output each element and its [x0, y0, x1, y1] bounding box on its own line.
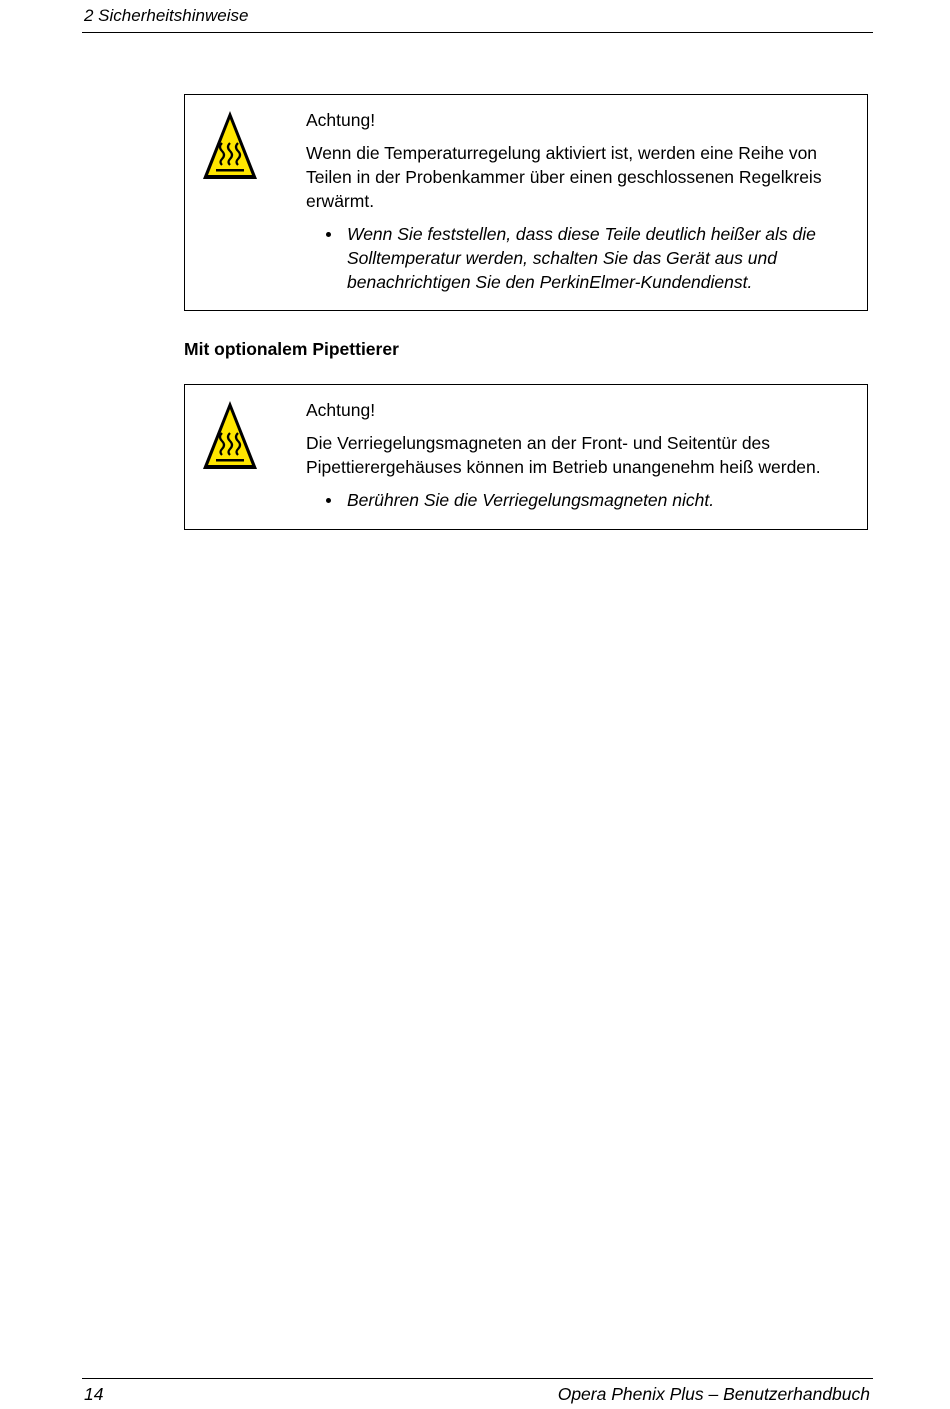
page-header: [82, 6, 873, 33]
warning-text: Wenn die Temperaturregelung aktiviert ist, werden eine Reihe von Teilen in der Probenkammer über einen geschlossenen Regelkreis erwärmt.: [306, 143, 822, 211]
warning-bullet: [306, 488, 847, 512]
hot-surface-warning-icon: [201, 399, 259, 471]
warning-bullet-text: Wenn Sie feststellen, dass diese Teile deutlich heißer als die Solltemperatur werden, schalten Sie das Gerät aus und benachrichtigen Sie den PerkinElmer-Kundendienst.: [347, 224, 816, 292]
chapter-title: 2 Sicherheitshinweise: [84, 6, 249, 25]
warning-content: [306, 108, 847, 294]
warning-box-pipettor: [184, 384, 868, 530]
warning-box-temperature: [184, 94, 868, 311]
bullet-dot-icon: [326, 232, 331, 237]
page-number: 14: [84, 1384, 104, 1404]
warning-bullet: [306, 222, 847, 294]
warning-bullet-text: Berühren Sie die Verriegelungsmagneten nicht.: [347, 490, 715, 510]
warning-content: [306, 398, 847, 512]
warning-text: Die Verriegelungsmagneten an der Front- und Seitentür des Pipettierergehäuses können im Betrieb unangenehm heiß werden.: [306, 433, 821, 477]
warning-title: Achtung!: [306, 110, 376, 130]
warning-title: Achtung!: [306, 400, 376, 420]
hot-surface-warning-icon: [201, 109, 259, 181]
bullet-dot-icon: [326, 498, 331, 503]
section-heading: Mit optionalem Pipettierer: [184, 339, 399, 359]
page-footer: [82, 1378, 873, 1409]
manual-title: Opera Phenix Plus – Benutzerhandbuch: [557, 1384, 870, 1404]
